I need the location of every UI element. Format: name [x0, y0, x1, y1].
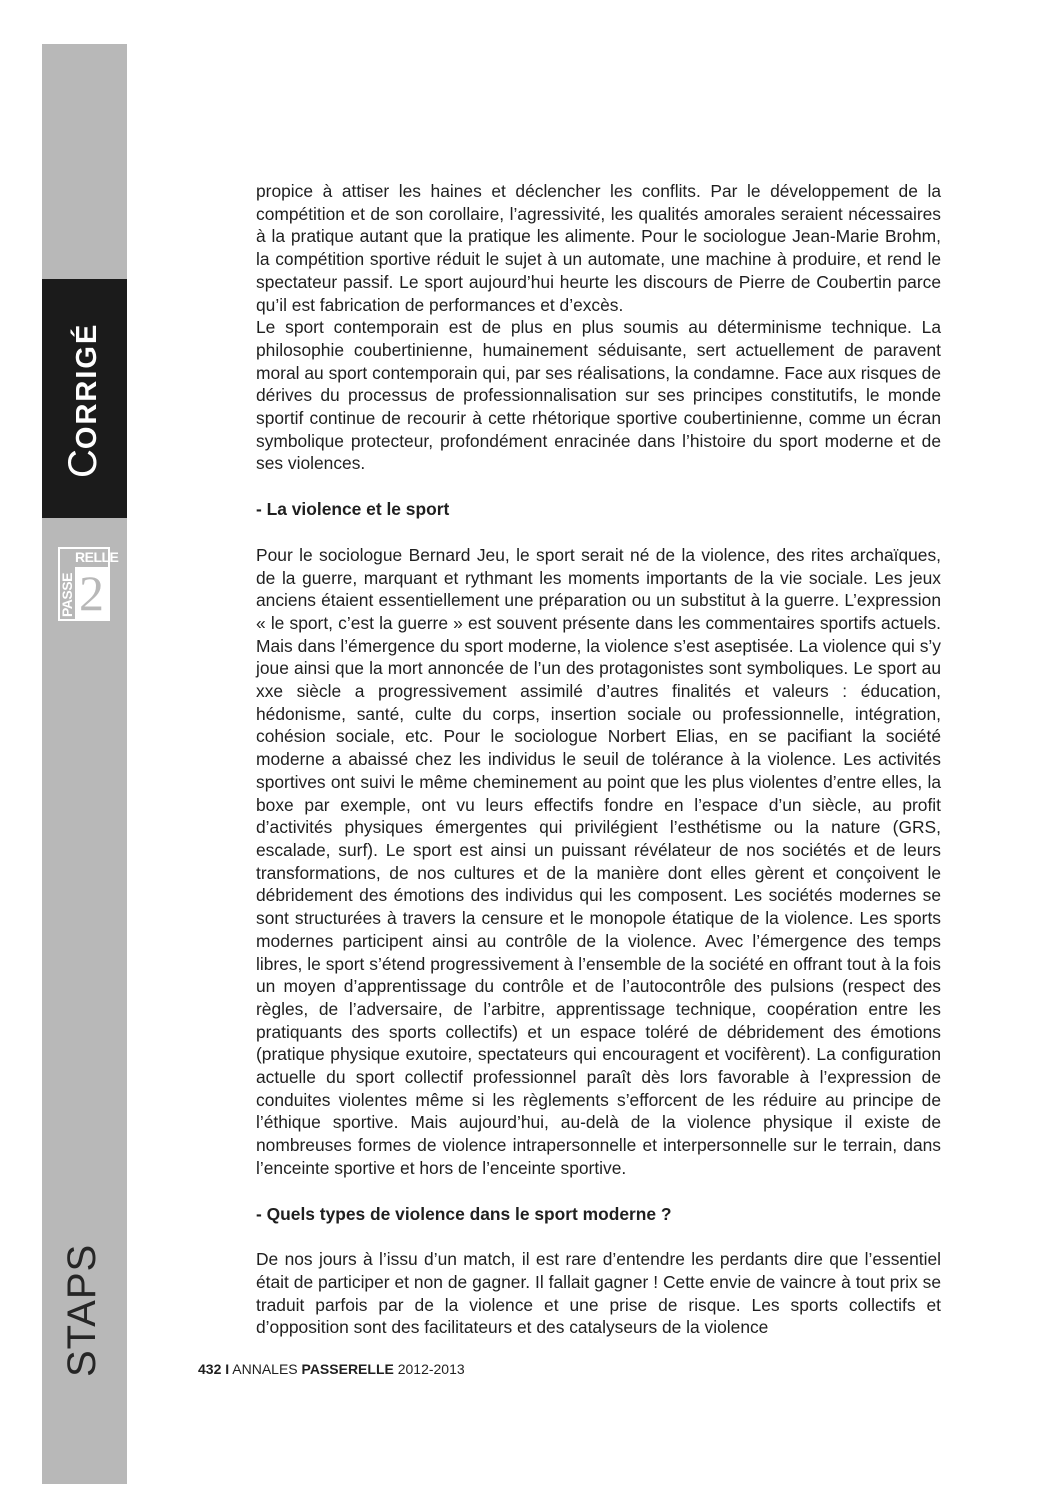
section-heading: - Quels types de violence dans le sport moderne ?: [256, 1203, 672, 1224]
paragraph: propice à attiser les haines et déclencher les conflits. Par le développement de la compétition et de son corollaire, l’agressivité, les qualités amorales seraient nécessaires à la pratique autant que la pratique les alimente. Pour le sociologue Jean-Marie Brohm, la compétition sportive réduit le sujet à un automate, une machine à produire, et rend le spectateur passif. Le sport aujourd’hui heurte les discours de Pierre de Coubertin parce qu’il est fabrication de performances et d’excès.: [256, 181, 941, 315]
footer-years: 2012-2013: [397, 1361, 465, 1377]
footer-label: ANNALES: [232, 1361, 298, 1377]
passerelle-logo: [58, 547, 119, 621]
paragraph: Le sport contemporain est de plus en plus soumis au déterminisme technique. La philosophie coubertinienne, humainement séduisante, sert actuellement de paravent moral au sport contemporain qui, par ses réalisations, la condamne. Face aux risques de dérives du processus de professionnalisation sur ses principes constitutifs, le monde sportif continue de recourir à cette rhétorique sportive coubertinienne, comme un écran symbolique protecteur, profondément enracinée dans l’histoire du sport moderne et de ses violences.: [256, 317, 941, 474]
section-label-initial: C: [61, 449, 105, 478]
section-heading: - La violence et le sport: [256, 499, 450, 520]
logo-side-text: PASSE: [59, 573, 75, 617]
page-footer: [198, 1361, 465, 1377]
footer-separator: I: [225, 1361, 230, 1377]
section-label: [61, 323, 106, 478]
logo-number: 2: [75, 567, 108, 619]
article-body: [256, 180, 941, 1339]
footer-brand: PASSERELLE: [301, 1361, 394, 1377]
paragraph: Pour le sociologue Bernard Jeu, le sport serait né de la violence, des rites archaïques, de la guerre, marquant et rythmant les moments importants de la vie sociale. Les jeux anciens étaient essentiellement une préparation ou un substitut à la guerre. L’expression « le sport, c’est la guerre » est souvent présente dans les commentaires sportifs actuels. Mais dans l’émergence du sport moderne, la violence s’est aseptisée. La violence qui s’y joue ainsi que la mort annoncée de l’un des protagonistes sont symboliques. Le sport au xxe siècle a progressivement assimilé d’autres finalités et valeurs : éducation, hédonisme, santé, culte du corps, insertion sociale ou professionnelle, intégration, cohésion sociale, etc. Pour le sociologue Norbert Elias, en se pacifiant la société moderne a abaissé chez les individus le seuil de tolérance à la violence. Les activités sportives ont suivi le même cheminement au point que les plus violentes d’entre elles, la boxe par exemple, ont vu leurs effectifs fondre en l’espace d’un siècle, au profit d’activités physiques émergentes qui privilégient l’esthétisme ou la nature (GRS, escalade, surf). Le sport est ainsi un puissant révélateur de nos sociétés et de leurs transformations, de nos cultures et de la manière dont elles gèrent et conçoivent le débridement des émotions des individus qui les composent. Les sociétés modernes se sont structurées à travers la censure et le monopole étatique de la violence. Les sports modernes participent ainsi au contrôle de la violence. Avec l’émergence des temps libres, le sport s’étend progressivement à l’ensemble de la société en offrant tout à la fois un moyen d’apprentissage du contrôle et de l’autocontrôle des pulsions (respect des règles, de l’adversaire, de l’arbitre, apprentissage technique, coopération entre les pratiquants des sports collectifs) et un espace toléré de débridement des émotions (pratique physique exutoire, spectateurs qui encouragent et vocifèrent). La configuration actuelle du sport collectif professionnel paraît dès lors favorable à l’expression de conduites violentes même si les règlements s’efforcent de les réduire au principe de l’éthique sportive. Mais aujourd’hui, au-delà de la violence physique il existe de nombreuses formes de violence intrapersonnelle et interpersonnelle sur le terrain, dans l’enceinte sportive et hors de l’enceinte sportive.: [256, 544, 941, 1178]
paragraph: De nos jours à l’issu d’un match, il est rare d’entendre les perdants dire que l’essentiel était de participer et non de gagner. Il fallait gagner ! Cette envie de vaincre à tout prix se traduit parfois par de la violence et une prise de risque. Les sports collectifs et d’opposition sont des facilitateurs et des catalyseurs de la violence: [256, 1249, 941, 1338]
section-label-rest: ORRIGÉ: [71, 322, 103, 450]
page-number: 432: [198, 1361, 222, 1377]
logo-top-text: RELLE: [75, 549, 119, 565]
subject-label: STAPS: [60, 1243, 104, 1377]
